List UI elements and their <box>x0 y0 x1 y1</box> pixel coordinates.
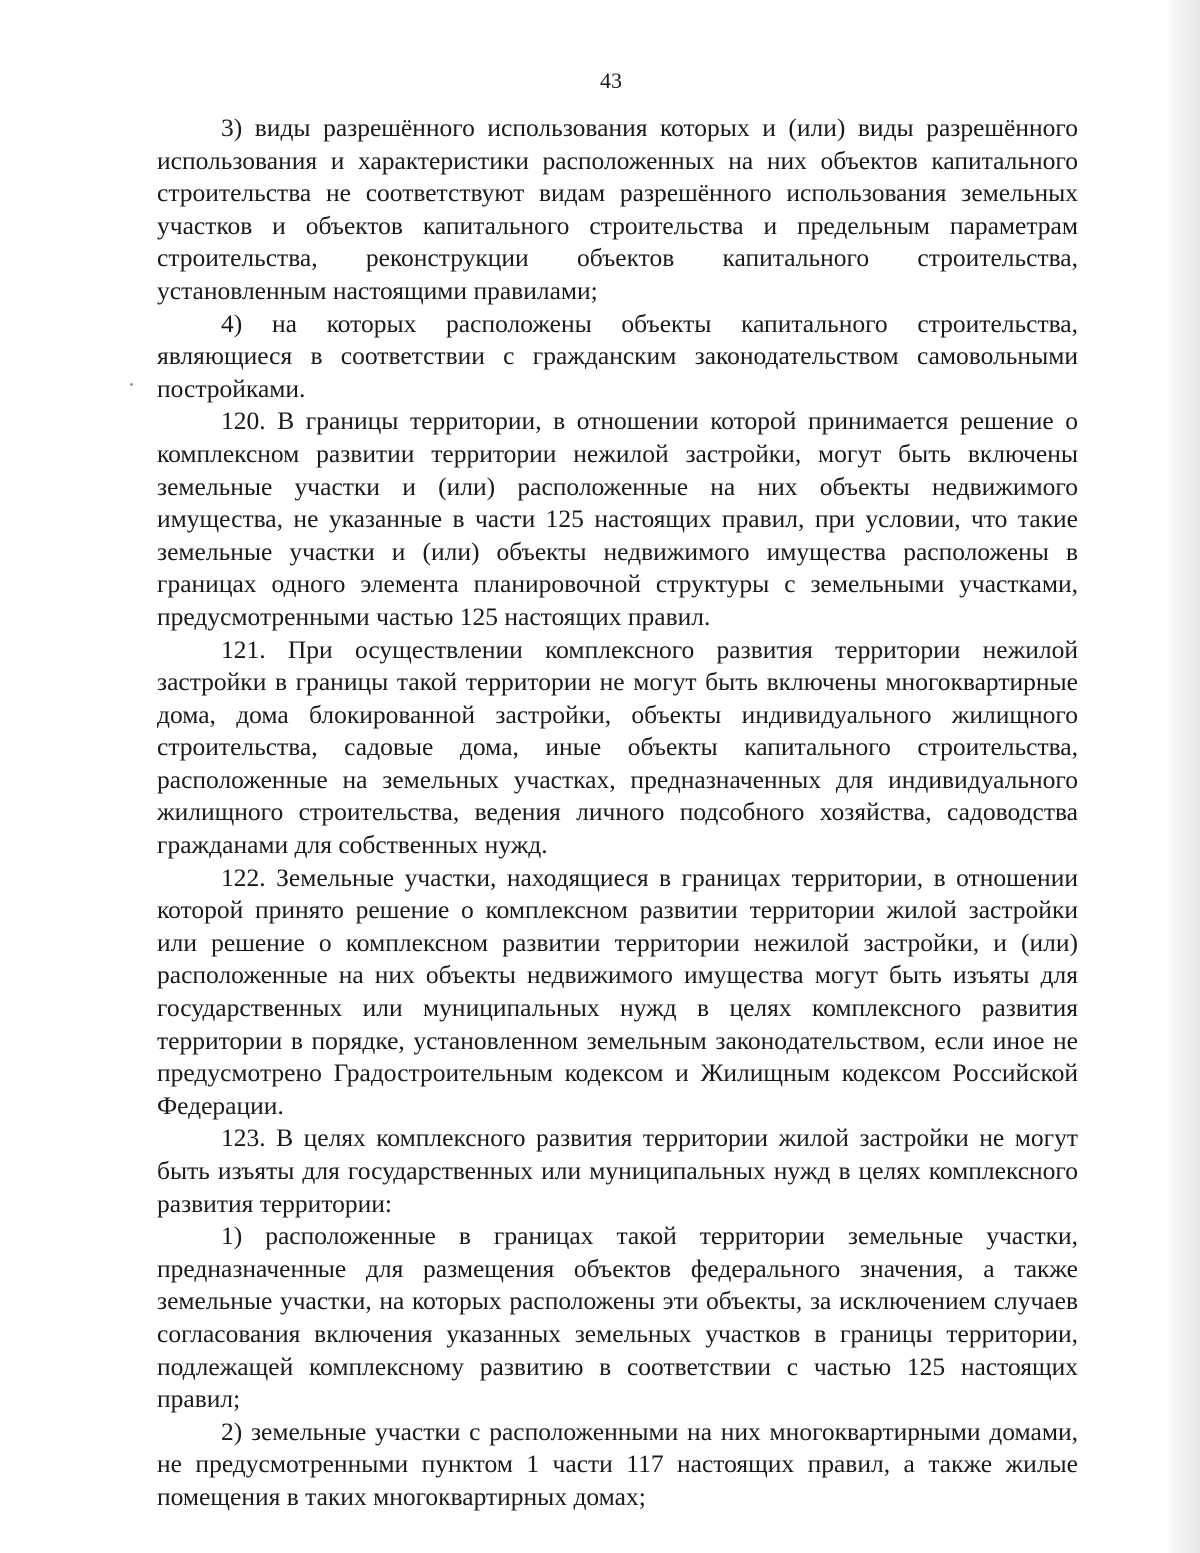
paragraph-item-4: 4) на которых расположены объекты капитального строительства, являющиеся в соответствии с гражданским законодательством самовольными постройками. <box>157 308 1078 403</box>
paragraph-123-item-2: 2) земельные участки с расположенными на них многоквартирными домами, не предусмотренными пунктом 1 части 117 настоящих правил, а также жилые помещения в таких многоквартирных домах; <box>157 1416 1078 1511</box>
scan-edge-shadow <box>1166 0 1200 1553</box>
paragraph-123: 123. В целях комплексного развития территории жилой застройки не могут быть изъяты для государственных или муниципальных нужд в целях комплексного развития территории: <box>157 1123 1078 1218</box>
paragraph-121: 121. При осуществлении комплексного развития территории нежилой застройки в границы такой территории не могут быть включены многоквартирные дома, дома блокированной застройки, объекты индивидуального жилищного строительства, садовые дома, иные объекты капитального строительства, расположенные на земельных участках, предназначенных для индивидуального жилищного строительства, ведения личного подсобного хозяйства, садоводства гражданами для собственных нужд. <box>157 634 1078 860</box>
document-body <box>157 112 1078 1514</box>
page-number: 43 <box>600 68 622 93</box>
paragraph-123-item-1: 1) расположенные в границах такой территории земельные участки, предназначенные для размещения объектов федерального значения, а также земельные участки, на которых расположены эти объекты, за исключением случаев согласования включения указанных земельных участков в границы территории, подлежащей комплексному развитию в соответствии с частью 125 настоящих правил; <box>157 1221 1078 1414</box>
paragraph-120: 120. В границы территории, в отношении которой принимается решение о комплексном развитии территории нежилой застройки, могут быть включены земельные участки и (или) расположенные на них объекты недвижимого имущества, не указанные в части 125 настоящих правил, при условии, что такие земельные участки и (или) объекты недвижимого имущества расположены в границах одного элемента планировочной структуры с земельными участками, предусмотренными частью 125 настоящих правил. <box>157 406 1078 631</box>
paragraph-122: 122. Земельные участки, находящиеся в границах территории, в отношении которой принято решение о комплексном развитии территории жилой застройки или решение о комплексном развитии территории нежилой застройки, и (или) расположенные на них объекты недвижимого имущества могут быть изъяты для государственных или муниципальных нужд в целях комплексного развития территории в порядке, установленном земельным законодательством, если иное не предусмотрено Градостроительным кодексом и Жилищным кодексом Российской Федерации. <box>157 862 1078 1120</box>
scan-speck <box>130 383 133 386</box>
paragraph-item-3: 3) виды разрешённого использования которых и (или) виды разрешённого использования и характеристики расположенных на них объектов капитального строительства не соответствуют видам разрешённого использования земельных участков и объектов капитального строительства и предельным параметрам строительства, реконструкции объектов капитального строительства, установленным настоящими правилами; <box>157 113 1078 305</box>
